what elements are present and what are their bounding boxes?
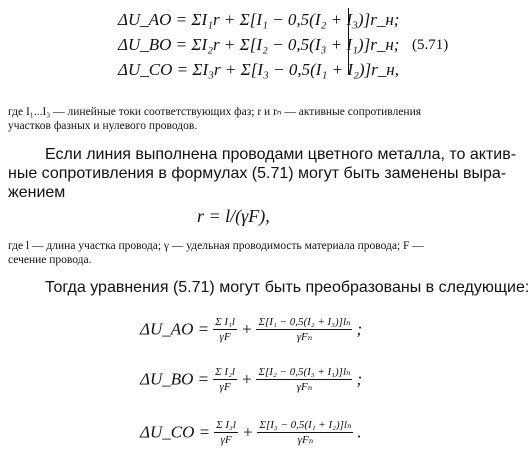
equation-number: (5.71) [412, 37, 449, 53]
fraction-numerator: Σ I₂l [215, 366, 235, 378]
note1-line2: участков фазных и нулевого проводов. [8, 120, 198, 132]
fraction-1 [213, 365, 237, 394]
transformed-equation-3 [140, 418, 362, 447]
fraction-numerator: Σ[I₃ − 0,5(I₁ + I₂)]lₙ [259, 419, 352, 431]
transformed-equation-2 [140, 365, 362, 394]
note1-line1: где I₁...I₃ — линейные токи соответствующих фаз; r и rₙ — активные сопротивления [8, 106, 422, 118]
lhs: ΔU_CO = [140, 422, 211, 442]
plus-sign: + [240, 369, 253, 389]
fraction-numerator: Σ I₃l [216, 419, 236, 431]
note2-line2: сечение провода. [8, 254, 92, 266]
fraction-denominator: γF [220, 434, 232, 446]
lhs: ΔU_AO = [140, 319, 210, 339]
plus-sign: + [241, 422, 254, 442]
fraction-denominator: γF [219, 381, 231, 393]
transformed-equation-1 [140, 315, 362, 344]
fraction-denominator: γFₙ [297, 434, 314, 446]
fraction-2 [256, 315, 352, 344]
fraction-numerator: Σ[I₂ − 0,5(I₃ + I₁)]lₙ [258, 366, 351, 378]
terminator: ; [356, 369, 363, 389]
system-brace [340, 8, 349, 74]
fraction-denominator: γF [219, 331, 231, 343]
paragraph1-line1: Если линия выполнена проводами цветного металла, то актив- [45, 146, 517, 163]
fraction-1 [213, 315, 237, 344]
fraction-denominator: γFₙ [296, 331, 313, 343]
equation-line-2: ΔU_BO = ΣI₂r + Σ[I₂ − 0,5(I₃ + I₁)]r_н; [118, 35, 400, 54]
fraction-numerator: Σ[I₁ − 0,5(I₂ + I₃)]lₙ [258, 316, 351, 328]
fraction-2 [256, 365, 352, 394]
fraction-2 [257, 418, 353, 447]
fraction-1 [214, 418, 238, 447]
plus-sign: + [240, 319, 253, 339]
fraction-denominator: γFₙ [296, 381, 313, 393]
terminator: ; [356, 319, 363, 339]
lhs: ΔU_BO = [140, 369, 210, 389]
terminator: . [357, 422, 362, 442]
note2-line1: где l — длина участка провода; γ — удельная проводимость материала провода; F — [8, 240, 424, 252]
paragraph1-line2: ные сопротивления в формулах (5.71) могут быть заменены выра- [8, 165, 507, 182]
paragraph1-line3: жением [8, 184, 66, 201]
equation-line-1: ΔU_AO = ΣI₁r + Σ[I₁ − 0,5(I₂ + I₃)]r_н; [118, 10, 400, 29]
equation-line-3: ΔU_CO = ΣI₃r + Σ[I₃ − 0,5(I₁ + I₂)]r_н, [118, 60, 399, 79]
fraction-numerator: Σ I₁l [215, 316, 235, 328]
formula-r: r = l/(γF), [197, 206, 270, 226]
paragraph2: Тогда уравнения (5.71) могут быть преобразованы в следующие: [45, 279, 529, 296]
